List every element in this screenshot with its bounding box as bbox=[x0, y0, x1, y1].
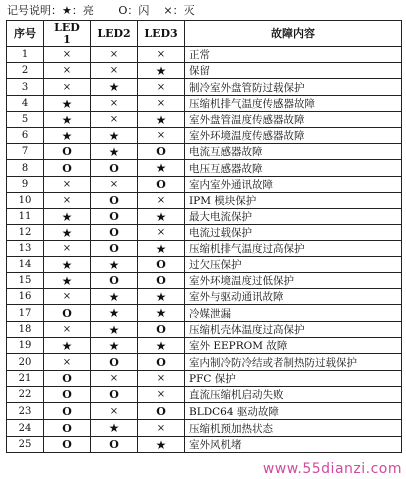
led2-state: O bbox=[91, 209, 138, 225]
row-number: 25 bbox=[7, 437, 44, 453]
led3-state: ★ bbox=[138, 112, 185, 128]
led3-state: × bbox=[138, 193, 185, 209]
led3-state: ★ bbox=[138, 209, 185, 225]
header-led1-line2: 1 bbox=[63, 32, 71, 46]
row-number: 14 bbox=[7, 257, 44, 273]
table-row bbox=[7, 371, 402, 387]
fault-description: 压缩机排气温度过高保护 bbox=[185, 241, 402, 257]
led1-state: ★ bbox=[44, 338, 91, 354]
row-number: 7 bbox=[7, 144, 44, 160]
row-number: 22 bbox=[7, 387, 44, 403]
led1-state: O bbox=[44, 305, 91, 322]
led3-state: × bbox=[138, 96, 185, 112]
led1-state: × bbox=[44, 193, 91, 209]
led3-state: × bbox=[138, 371, 185, 387]
table-header-row bbox=[7, 21, 402, 47]
led1-state: ★ bbox=[44, 273, 91, 289]
led1-state: ★ bbox=[44, 209, 91, 225]
legend-on-symbol: ★ bbox=[62, 4, 72, 17]
table-row bbox=[7, 144, 402, 160]
table-row bbox=[7, 257, 402, 273]
fault-description: BLDC64 驱动故障 bbox=[185, 403, 402, 420]
legend-flash-symbol: O bbox=[118, 4, 128, 17]
fault-description: 保留 bbox=[185, 63, 402, 79]
fault-description: 过欠压保护 bbox=[185, 257, 402, 273]
row-number: 9 bbox=[7, 177, 44, 193]
led3-state: ★ bbox=[138, 305, 185, 322]
row-number: 3 bbox=[7, 79, 44, 96]
led1-state: × bbox=[44, 289, 91, 305]
header-led2: LED2 bbox=[91, 21, 138, 47]
row-number: 13 bbox=[7, 241, 44, 257]
fault-description: 室外 EEPROM 故障 bbox=[185, 338, 402, 354]
table-row bbox=[7, 209, 402, 225]
led2-state: ★ bbox=[91, 257, 138, 273]
fault-code-table bbox=[6, 20, 402, 453]
led2-state: × bbox=[91, 96, 138, 112]
table-row bbox=[7, 322, 402, 338]
led3-state: O bbox=[138, 273, 185, 289]
led1-state: ★ bbox=[44, 96, 91, 112]
led1-state: ★ bbox=[44, 225, 91, 241]
led2-state: × bbox=[91, 63, 138, 79]
led2-state: × bbox=[91, 371, 138, 387]
table-body bbox=[7, 47, 402, 453]
led2-state: × bbox=[91, 403, 138, 420]
led3-state: ★ bbox=[138, 63, 185, 79]
led3-state: × bbox=[138, 128, 185, 144]
table-row bbox=[7, 177, 402, 193]
fault-description: 电流过载保护 bbox=[185, 225, 402, 241]
led2-state: ★ bbox=[91, 322, 138, 338]
led3-state: × bbox=[138, 420, 185, 437]
led1-state: O bbox=[44, 144, 91, 160]
legend-flash-label: ：闪 bbox=[127, 4, 150, 17]
led3-state: ★ bbox=[138, 241, 185, 257]
row-number: 1 bbox=[7, 47, 44, 63]
watermark: www.55dianzi.com bbox=[262, 461, 402, 477]
led1-state: × bbox=[44, 79, 91, 96]
table-row bbox=[7, 193, 402, 209]
led1-state: O bbox=[44, 160, 91, 177]
table-row bbox=[7, 225, 402, 241]
row-number: 12 bbox=[7, 225, 44, 241]
led3-state: O bbox=[138, 257, 185, 273]
led2-state: ★ bbox=[91, 128, 138, 144]
led1-state: O bbox=[44, 371, 91, 387]
row-number: 4 bbox=[7, 96, 44, 112]
header-led1-line1: LED bbox=[54, 20, 80, 34]
table-row bbox=[7, 241, 402, 257]
fault-description: 室外环境温度过低保护 bbox=[185, 273, 402, 289]
legend-off-label: ：灭 bbox=[172, 4, 195, 17]
led1-state: O bbox=[44, 387, 91, 403]
row-number: 6 bbox=[7, 128, 44, 144]
header-led1 bbox=[44, 21, 91, 47]
led2-state: O bbox=[91, 354, 138, 371]
fault-description: 压缩机排气温度传感器故障 bbox=[185, 96, 402, 112]
table-row bbox=[7, 273, 402, 289]
led2-state: O bbox=[91, 225, 138, 241]
led3-state: × bbox=[138, 387, 185, 403]
legend-off-symbol: × bbox=[163, 4, 173, 17]
led3-state: ★ bbox=[138, 338, 185, 354]
led3-state: O bbox=[138, 354, 185, 371]
led1-state: O bbox=[44, 420, 91, 437]
led2-state: ★ bbox=[91, 144, 138, 160]
fault-description: 正常 bbox=[185, 47, 402, 63]
row-number: 17 bbox=[7, 305, 44, 322]
fault-description: 室外环境温度传感器故障 bbox=[185, 128, 402, 144]
row-number: 23 bbox=[7, 403, 44, 420]
led3-state: × bbox=[138, 47, 185, 63]
table-row bbox=[7, 420, 402, 437]
row-number: 15 bbox=[7, 273, 44, 289]
led3-state: × bbox=[138, 79, 185, 96]
led3-state: O bbox=[138, 403, 185, 420]
row-number: 2 bbox=[7, 63, 44, 79]
led1-state: × bbox=[44, 322, 91, 338]
fault-description: 电压互感器故障 bbox=[185, 160, 402, 177]
led1-state: O bbox=[44, 403, 91, 420]
led3-state: ★ bbox=[138, 160, 185, 177]
fault-description: PFC 保护 bbox=[185, 371, 402, 387]
led2-state: ★ bbox=[91, 79, 138, 96]
led1-state: ★ bbox=[44, 128, 91, 144]
led1-state: × bbox=[44, 354, 91, 371]
fault-description: 最大电流保护 bbox=[185, 209, 402, 225]
led2-state: O bbox=[91, 387, 138, 403]
fault-description: 室内制冷防冷结或者制热防过载保护 bbox=[185, 354, 402, 371]
table-row bbox=[7, 96, 402, 112]
led3-state: O bbox=[138, 177, 185, 193]
header-led3: LED3 bbox=[138, 21, 185, 47]
led2-state: O bbox=[91, 193, 138, 209]
fault-description: 直流压缩机启动失败 bbox=[185, 387, 402, 403]
row-number: 18 bbox=[7, 322, 44, 338]
row-number: 19 bbox=[7, 338, 44, 354]
led2-state: × bbox=[91, 177, 138, 193]
fault-description: 电流互感器故障 bbox=[185, 144, 402, 160]
table-row bbox=[7, 387, 402, 403]
led2-state: × bbox=[91, 47, 138, 63]
row-number: 20 bbox=[7, 354, 44, 371]
led1-state: ★ bbox=[44, 257, 91, 273]
led1-state: O bbox=[44, 437, 91, 453]
table-row bbox=[7, 79, 402, 96]
led1-state: × bbox=[44, 177, 91, 193]
row-number: 21 bbox=[7, 371, 44, 387]
table-row bbox=[7, 112, 402, 128]
led1-state: × bbox=[44, 63, 91, 79]
table-row bbox=[7, 354, 402, 371]
led1-state: × bbox=[44, 241, 91, 257]
row-number: 10 bbox=[7, 193, 44, 209]
fault-description: 室外风机堵 bbox=[185, 437, 402, 453]
led3-state: ★ bbox=[138, 289, 185, 305]
table-row bbox=[7, 403, 402, 420]
led2-state: O bbox=[91, 273, 138, 289]
table-row bbox=[7, 63, 402, 79]
legend-prefix: 记号说明： bbox=[7, 4, 62, 17]
led2-state: × bbox=[91, 112, 138, 128]
fault-description: 压缩机预加热状态 bbox=[185, 420, 402, 437]
led3-state: ★ bbox=[138, 437, 185, 453]
row-number: 24 bbox=[7, 420, 44, 437]
row-number: 16 bbox=[7, 289, 44, 305]
table-row bbox=[7, 338, 402, 354]
row-number: 11 bbox=[7, 209, 44, 225]
table-row bbox=[7, 437, 402, 453]
legend bbox=[7, 2, 195, 20]
header-fault: 故障内容 bbox=[185, 21, 402, 47]
table-row bbox=[7, 128, 402, 144]
fault-description: 冷媒泄漏 bbox=[185, 305, 402, 322]
fault-description: 室外与驱动通讯故障 bbox=[185, 289, 402, 305]
header-no: 序号 bbox=[7, 21, 44, 47]
fault-description: IPM 模块保护 bbox=[185, 193, 402, 209]
led1-state: ★ bbox=[44, 112, 91, 128]
table-row bbox=[7, 47, 402, 63]
led2-state: O bbox=[91, 437, 138, 453]
fault-description: 室内室外通讯故障 bbox=[185, 177, 402, 193]
row-number: 5 bbox=[7, 112, 44, 128]
led2-state: ★ bbox=[91, 289, 138, 305]
led3-state: × bbox=[138, 225, 185, 241]
row-number: 8 bbox=[7, 160, 44, 177]
table-row bbox=[7, 289, 402, 305]
led2-state: ★ bbox=[91, 338, 138, 354]
led3-state: O bbox=[138, 144, 185, 160]
led1-state: × bbox=[44, 47, 91, 63]
fault-description: 制冷室外盘管防过载保护 bbox=[185, 79, 402, 96]
fault-description: 室外盘管温度传感器故障 bbox=[185, 112, 402, 128]
table-row bbox=[7, 305, 402, 322]
legend-on-label: ：亮 bbox=[71, 4, 94, 17]
led2-state: ★ bbox=[91, 420, 138, 437]
fault-description: 压缩机壳体温度过高保护 bbox=[185, 322, 402, 338]
led2-state: O bbox=[91, 241, 138, 257]
table-row bbox=[7, 160, 402, 177]
led2-state: O bbox=[91, 160, 138, 177]
led2-state: ★ bbox=[91, 305, 138, 322]
led3-state: O bbox=[138, 322, 185, 338]
